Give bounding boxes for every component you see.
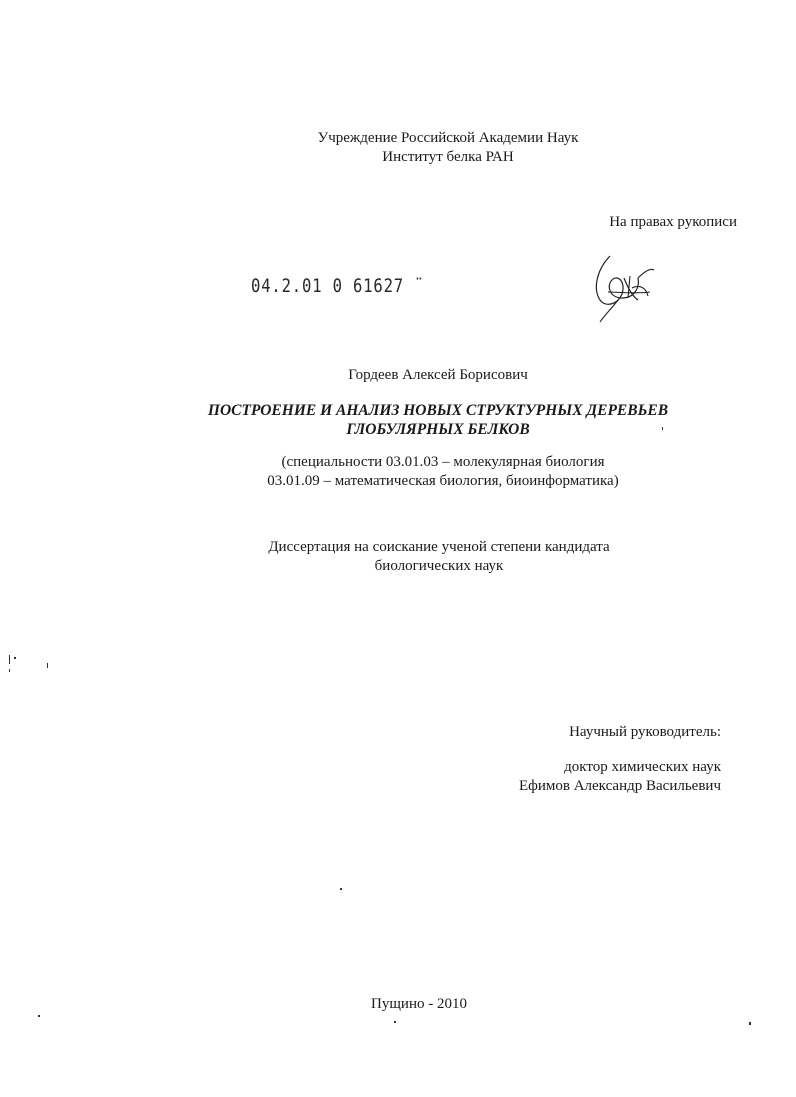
scan-speck <box>749 1022 751 1025</box>
institution-header <box>0 129 796 167</box>
specialties <box>0 453 796 491</box>
advisor-label: Научный руководитель: <box>569 724 721 740</box>
specialty-line-1: (специальности 03.01.03 – молекулярная биология <box>281 454 605 470</box>
dissertation-title <box>0 401 796 439</box>
scan-speck <box>394 1021 396 1023</box>
author-name-block <box>0 367 796 384</box>
degree-line-2: биологических наук <box>374 558 504 574</box>
degree-line-1: Диссертация на соискание ученой степени кандидата <box>268 539 610 555</box>
scan-speck <box>14 657 16 659</box>
title-line-1: ПОСТРОЕНИЕ И АНАЛИЗ НОВЫХ СТРУКТУРНЫХ ДЕРЕВЬЕВ <box>207 402 669 419</box>
specialty-line-2: 03.01.09 – математическая биология, биоинформатика) <box>267 473 619 489</box>
handwritten-signature <box>588 248 658 326</box>
registration-stamp-number: 04.2.01 0 61627 ¨ <box>251 275 425 297</box>
advisor-name: Ефимов Александр Васильевич <box>518 778 721 794</box>
institution-name: Учреждение Российской Академии Наук <box>317 130 579 146</box>
scan-speck <box>47 663 48 668</box>
scan-speck <box>340 888 342 890</box>
scan-speck <box>38 1015 40 1017</box>
rights-note: На правах рукописи <box>609 214 737 230</box>
scan-speck <box>9 669 10 672</box>
title-line-2: ГЛОБУЛЯРНЫХ БЕЛКОВ <box>346 421 530 438</box>
advisor-block <box>519 758 721 796</box>
footer <box>0 996 796 1013</box>
degree-statement <box>0 538 796 576</box>
place-year: Пущино - 2010 <box>371 996 467 1012</box>
advisor-degree: доктор химических наук <box>564 759 721 775</box>
author-name: Гордеев Алексей Борисович <box>348 367 528 383</box>
institute-name: Институт белка РАН <box>382 149 514 165</box>
scan-speck <box>9 655 10 664</box>
scan-speck <box>662 427 663 430</box>
